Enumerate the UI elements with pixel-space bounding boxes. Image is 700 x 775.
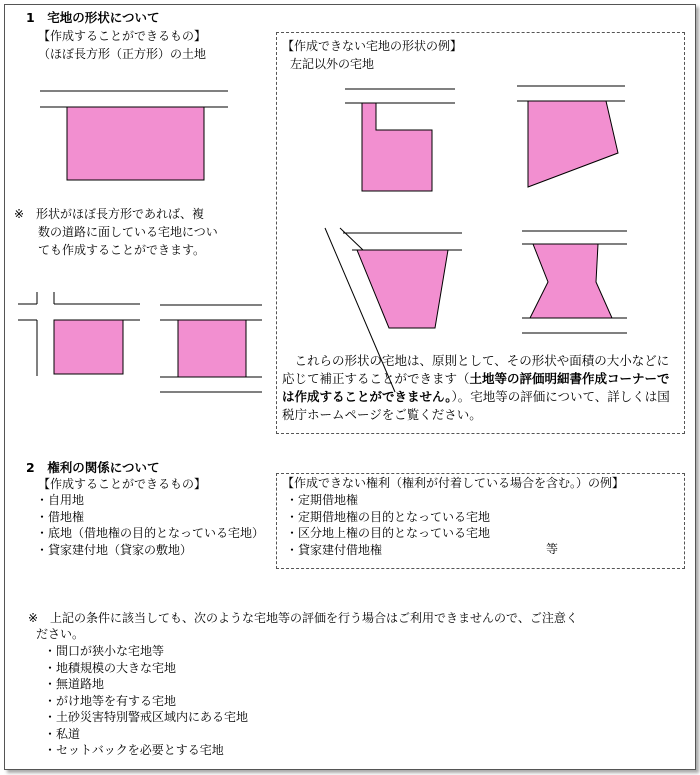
section1-ok-desc: （ほぼ長方形（正方形）の土地 xyxy=(38,47,207,61)
allowed-rights-list xyxy=(36,492,264,558)
two-road-lot-diagram xyxy=(160,305,262,392)
section2-ng-label: 【作成できない権利（権利が付着している場合を含む。）の例】 xyxy=(282,476,625,490)
irregular-lot-diagram xyxy=(517,86,625,187)
diagonal-road-lot-diagram xyxy=(325,228,462,392)
list-item: ・貸家建付借地権 xyxy=(286,542,383,557)
not-allowed-rights-list xyxy=(286,492,490,558)
list-item: ・土砂災害特別警戒区域内にある宅地 xyxy=(44,710,249,724)
section1-ng-desc: 左記以外の宅地 xyxy=(290,57,375,71)
section1-heading: 1 宅地の形状について xyxy=(26,10,160,25)
note-line-3: ても作成することができます。 xyxy=(38,243,206,257)
caution-line-1: ※ 上記の条件に該当しても、次のような宅地等の評価を行う場合はご利用できませんので、ご注意く xyxy=(28,611,578,625)
corner-lot-diagram xyxy=(18,292,140,376)
list-item: ・無道路地 xyxy=(44,677,105,691)
rectangle-lot-diagram xyxy=(40,91,228,180)
caution-line-2: ださい。 xyxy=(36,627,85,641)
shape-correction-paragraph: これらの形状の宅地は、原則として、その形状や面積の大小などに応じて補正することができます（土地等の評価明細書作成コーナーでは作成することができません。）。宅地等の評価について、詳しくは国税庁ホームページをご覧ください。 xyxy=(282,353,670,422)
list-item: ・私道 xyxy=(44,726,81,741)
list-item: ・がけ地等を有する宅地 xyxy=(44,693,177,708)
list-item: ・区分地上権の目的となっている宅地 xyxy=(286,526,491,540)
section2-heading: 2 権利の関係について xyxy=(26,460,160,475)
section1-ok-label: 【作成することができるもの】 xyxy=(38,29,207,43)
note-line-2: 数の道路に面している宅地につい xyxy=(38,225,218,239)
etc-label: 等 xyxy=(546,542,559,556)
note-line-1: ※ 形状がほぼ長方形であれば、複 xyxy=(14,207,205,221)
list-item: ・セットバックを必要とする宅地 xyxy=(44,743,224,757)
hourglass-lot-diagram xyxy=(522,231,627,333)
excluded-land-list xyxy=(44,643,248,759)
section2-ok-label: 【作成することができるもの】 xyxy=(38,477,207,491)
list-item: ・定期借地権の目的となっている宅地 xyxy=(286,509,491,524)
list-item: ・貸家建付地（貸家の敷地） xyxy=(36,542,193,557)
list-item: ・地積規模の大きな宅地 xyxy=(44,660,177,675)
flag-lot-diagram xyxy=(345,89,455,191)
list-item: ・借地権 xyxy=(36,509,85,524)
list-item: ・自用地 xyxy=(36,493,85,507)
list-item: ・間口が狭小な宅地等 xyxy=(44,644,165,658)
list-item: ・定期借地権 xyxy=(286,493,359,507)
list-item: ・底地（借地権の目的となっている宅地） xyxy=(36,526,265,540)
section1-ng-label: 【作成できない宅地の形状の例】 xyxy=(282,39,463,53)
